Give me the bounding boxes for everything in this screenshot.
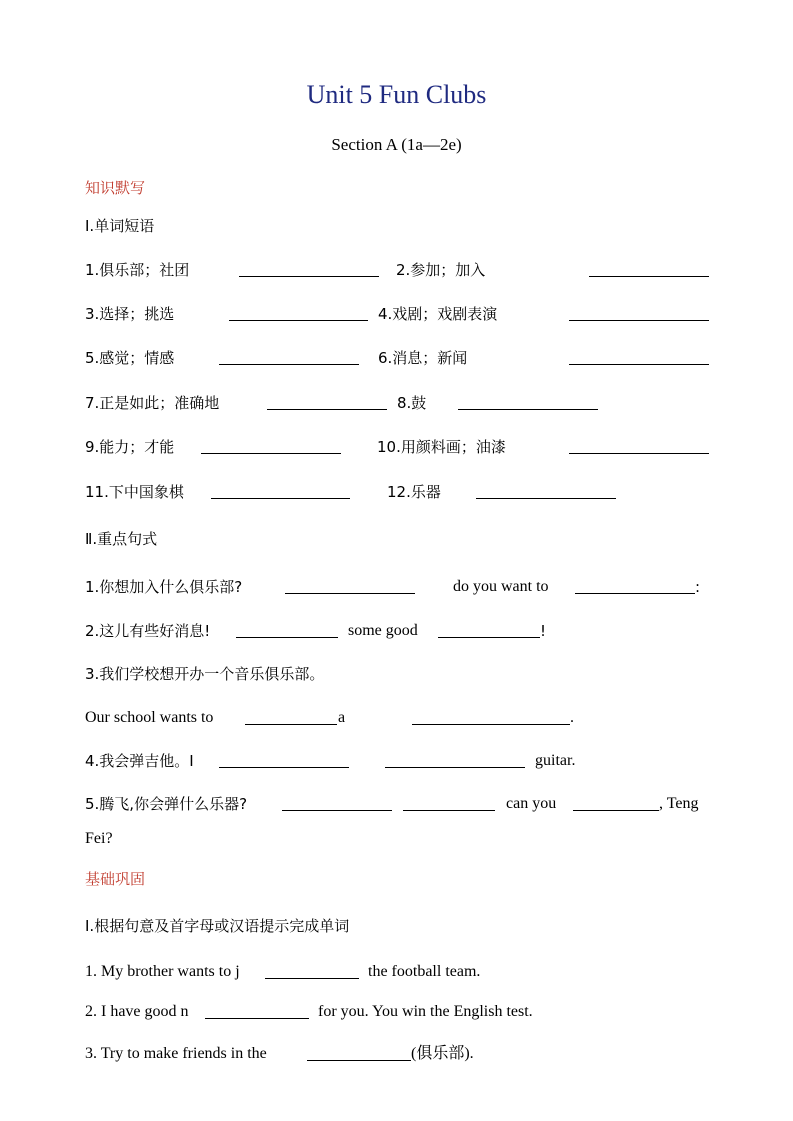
part-label-sentences: Ⅱ.重点句式: [85, 530, 158, 548]
answer-blank[interactable]: [569, 320, 709, 321]
vocab-item: 11.下中国象棋: [85, 483, 184, 501]
vocab-item: 12.乐器: [387, 483, 441, 501]
answer-blank[interactable]: [205, 1018, 309, 1019]
answer-blank[interactable]: [307, 1060, 411, 1061]
answer-blank[interactable]: [385, 767, 525, 768]
sentence-text: a: [338, 709, 346, 726]
page-title: Unit 5 Fun Clubs: [306, 80, 487, 109]
answer-blank[interactable]: [476, 498, 616, 499]
sentence-text: can you: [506, 795, 557, 812]
vocab-item: 5.感觉；情感: [85, 349, 175, 367]
answer-blank[interactable]: [569, 453, 709, 454]
question-text: the football team.: [368, 963, 481, 980]
question-text: 2. I have good n: [85, 1003, 189, 1020]
sentence-prompt: 1.你想加入什么俱乐部?: [85, 578, 243, 596]
sentence-text: :: [695, 578, 701, 596]
answer-blank[interactable]: [219, 364, 359, 365]
section-subtitle: Section A (1a—2e): [331, 135, 462, 154]
answer-blank[interactable]: [245, 724, 337, 725]
section-heading-knowledge: 知识默写: [85, 179, 146, 197]
vocab-item: 10.用颜料画；油漆: [377, 438, 506, 456]
vocab-item: 3.选择；挑选: [85, 305, 175, 323]
sentence-text: guitar.: [535, 752, 576, 769]
sentence-prompt: 4.我会弹吉他。I: [85, 752, 194, 770]
vocab-item: 7.正是如此；准确地: [85, 394, 220, 412]
section-heading-practice: 基础巩固: [85, 870, 146, 888]
answer-blank[interactable]: [285, 593, 415, 594]
answer-blank[interactable]: [236, 637, 338, 638]
question-text: for you. You win the English test.: [318, 1003, 533, 1020]
answer-blank[interactable]: [403, 810, 495, 811]
vocab-item: 2.参加；加入: [396, 261, 486, 279]
answer-blank[interactable]: [575, 593, 695, 594]
vocab-item: 8.鼓: [397, 394, 427, 412]
sentence-text: , Teng: [659, 795, 699, 812]
answer-blank[interactable]: [219, 767, 349, 768]
part-label-fill-words: Ⅰ.根据句意及首字母或汉语提示完成单词: [85, 917, 350, 935]
part-label-vocabulary: Ⅰ.单词短语: [85, 217, 155, 235]
sentence-prompt: 5.腾飞,你会弹什么乐器?: [85, 795, 248, 813]
sentence-text: Fei?: [85, 830, 113, 847]
answer-blank[interactable]: [412, 724, 570, 725]
answer-blank[interactable]: [239, 276, 379, 277]
sentence-text: do you want to: [453, 578, 549, 595]
sentence-text: .: [570, 709, 574, 726]
sentence-text: some good: [348, 622, 418, 639]
vocab-item: 1.俱乐部；社团: [85, 261, 190, 279]
answer-blank[interactable]: [211, 498, 350, 499]
answer-blank[interactable]: [229, 320, 368, 321]
sentence-text: Our school wants to: [85, 709, 214, 726]
answer-blank[interactable]: [589, 276, 709, 277]
sentence-prompt: 2.这儿有些好消息!: [85, 622, 211, 640]
answer-blank[interactable]: [267, 409, 387, 410]
answer-blank[interactable]: [265, 978, 359, 979]
sentence-text: !: [540, 622, 547, 640]
vocab-item: 9.能力；才能: [85, 438, 175, 456]
question-text: 3. Try to make friends in the: [85, 1045, 267, 1062]
question-text: 1. My brother wants to j: [85, 963, 240, 980]
vocab-item: 4.戏剧；戏剧表演: [378, 305, 498, 323]
vocab-item: 6.消息；新闻: [378, 349, 468, 367]
answer-blank[interactable]: [573, 810, 659, 811]
sentence-prompt: 3.我们学校想开办一个音乐俱乐部。: [85, 665, 325, 683]
question-text: (俱乐部).: [411, 1045, 474, 1062]
answer-blank[interactable]: [458, 409, 598, 410]
answer-blank[interactable]: [282, 810, 392, 811]
answer-blank[interactable]: [569, 364, 709, 365]
answer-blank[interactable]: [438, 637, 540, 638]
answer-blank[interactable]: [201, 453, 341, 454]
